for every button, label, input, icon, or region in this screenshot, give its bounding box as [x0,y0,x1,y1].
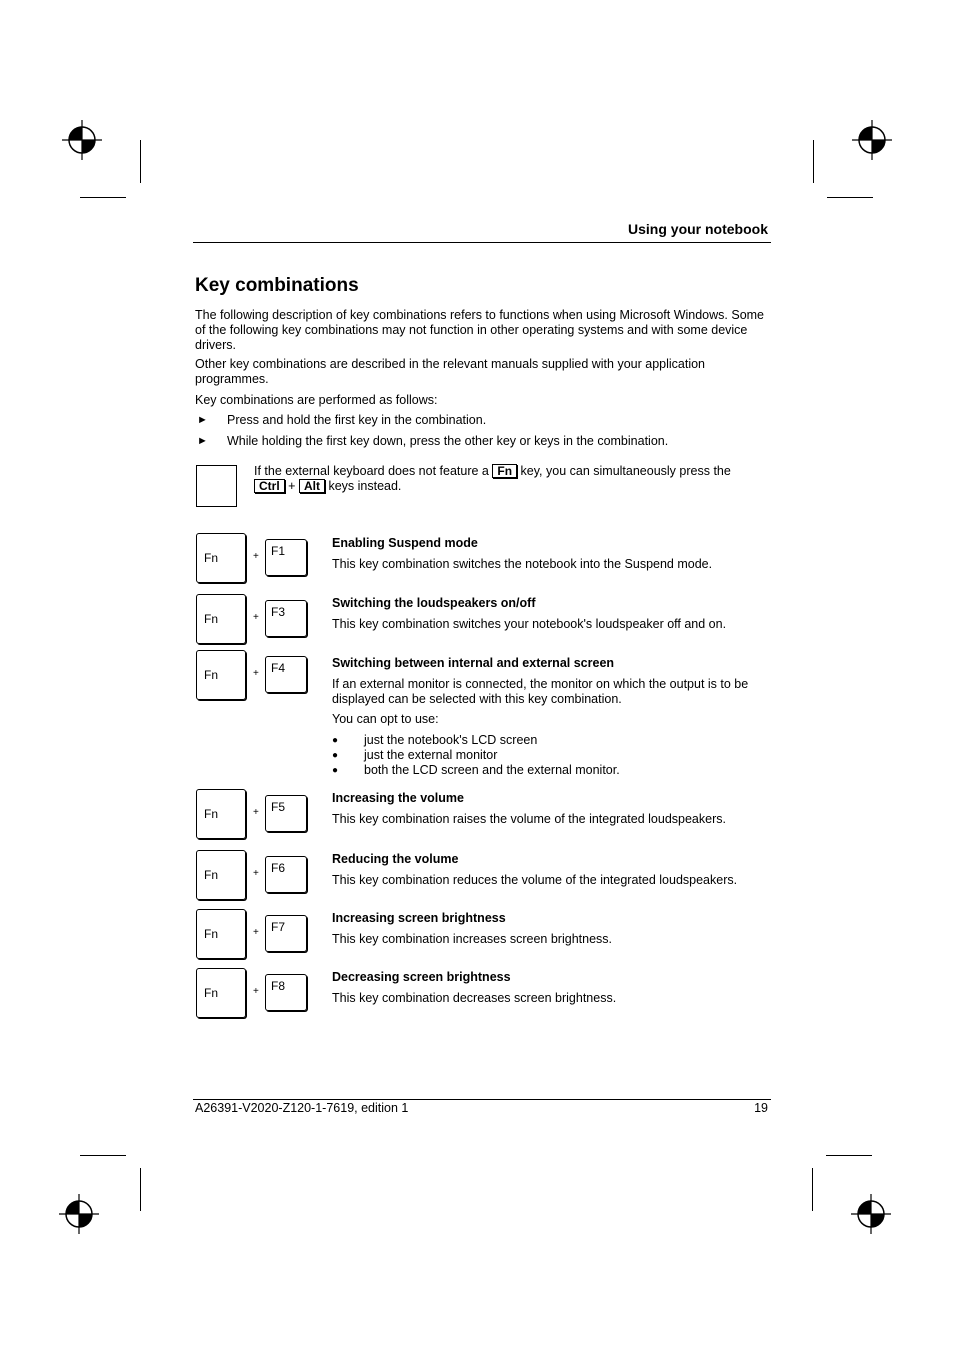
key-combo-graphic [196,968,316,1020]
key-combo-graphic [196,650,316,702]
list-item: ● both the LCD screen and the external monitor. [332,763,772,778]
fn-key [196,789,246,839]
arrow-icon: ► [197,414,208,426]
crop-mark [826,1155,872,1156]
combo-entry [332,911,772,952]
crop-mark [813,140,814,183]
key-label: Fn [204,927,219,941]
section-heading: Key combinations [195,275,359,296]
note-text-part: If the external keyboard does not feature a [254,464,489,478]
function-key [265,856,307,893]
combo-subtext: You can opt to use: [332,712,439,726]
plus-sign: + [253,612,259,623]
plus-sign: + [253,927,259,938]
note-text-part: key, you can simultaneously press the [520,464,731,478]
fn-key [196,909,246,959]
plus-sign: + [253,668,259,679]
combo-description: This key combination reduces the volume of the integrated loudspeakers. [332,873,738,887]
option-list [332,733,772,778]
combo-title: Reducing the volume [332,852,459,866]
key-combo-graphic [196,850,316,902]
combo-description: This key combination switches your notebook's loudspeaker off and on. [332,617,727,631]
combo-entry [332,852,772,893]
note-icon [196,465,237,507]
key-label: F7 [271,920,286,934]
intro-paragraph: Key combinations are performed as follows: [195,393,438,407]
function-key [265,656,307,693]
crop-mark [812,1168,813,1211]
footer-rule [193,1099,771,1100]
list-item: ● just the notebook's LCD screen [332,733,772,748]
function-key [265,600,307,637]
crop-mark [80,1155,126,1156]
fn-key [196,850,246,900]
key-fn: Fn [492,464,517,478]
list-item: ● just the external monitor [332,748,772,763]
combo-entry [332,970,772,1011]
combo-title: Enabling Suspend mode [332,536,478,550]
function-key [265,974,307,1011]
key-label: Fn [204,668,219,682]
key-combo-graphic [196,789,316,841]
registration-mark-bottom-left [59,1194,99,1234]
combo-title: Switching between internal and external screen [332,656,615,670]
key-label: F4 [271,661,286,675]
fn-key [196,533,246,583]
combo-title: Decreasing screen brightness [332,970,511,984]
combo-description: This key combination increases screen brightness. [332,932,612,946]
registration-mark-top-left [62,120,102,160]
arrow-icon: ► [197,435,208,447]
page-number: 19 [754,1101,768,1115]
document-id: A26391-V2020-Z120-1-7619, edition 1 [195,1101,409,1115]
step-text: While holding the first key down, press the other key or keys in the combination. [227,434,669,448]
crop-mark [827,197,873,198]
plus-sign: + [253,551,259,562]
fn-key [196,594,246,644]
key-combo-graphic [196,909,316,961]
key-combo-graphic [196,533,316,585]
combo-entry [332,596,772,637]
registration-mark-bottom-right [851,1194,891,1234]
combo-description: This key combination raises the volume of the integrated loudspeakers. [332,812,726,826]
key-alt: Alt [299,479,325,493]
combo-entry [332,656,772,778]
key-label: Fn [204,551,219,565]
step-text: Press and hold the first key in the combination. [227,413,487,427]
combo-entry [332,791,772,832]
key-label: F1 [271,544,286,558]
key-combo-graphic [196,594,316,646]
header-rule [193,242,771,243]
combo-description: This key combination switches the notebook into the Suspend mode. [332,557,713,571]
combo-title: Increasing screen brightness [332,911,506,925]
key-label: Fn [204,807,219,821]
intro-paragraph: The following description of key combinations refers to functions when using Microsoft Windows. Some of the following key combinations may not function in other operating systems and with some device drivers. [195,308,765,352]
key-ctrl: Ctrl [254,479,285,493]
combo-description: If an external monitor is connected, the monitor on which the output is to be displayed can be selected with this key combination. [332,677,749,706]
function-key [265,915,307,952]
fn-key [196,650,246,700]
plus-sign: + [253,868,259,879]
crop-mark [80,197,126,198]
key-label: F8 [271,979,286,993]
plus-sign: + [253,986,259,997]
key-label: F3 [271,605,286,619]
combo-title: Increasing the volume [332,791,464,805]
note-text [254,464,754,494]
combo-entry [332,536,772,577]
running-header: Using your notebook [628,221,768,237]
key-label: Fn [204,986,219,1000]
key-label: Fn [204,612,219,626]
plus-sign: + [253,807,259,818]
function-key [265,539,307,576]
fn-key [196,968,246,1018]
combo-description: This key combination decreases screen brightness. [332,991,617,1005]
crop-mark [140,140,141,183]
function-key [265,795,307,832]
registration-mark-top-right [852,120,892,160]
combo-title: Switching the loudspeakers on/off [332,596,536,610]
plus-sign: + [288,479,296,493]
key-label: F6 [271,861,286,875]
intro-paragraph: Other key combinations are described in the relevant manuals supplied with your application programmes. [195,357,706,386]
key-label: F5 [271,800,286,814]
note-text-part: keys instead. [328,479,402,493]
key-label: Fn [204,868,219,882]
crop-mark [140,1168,141,1211]
